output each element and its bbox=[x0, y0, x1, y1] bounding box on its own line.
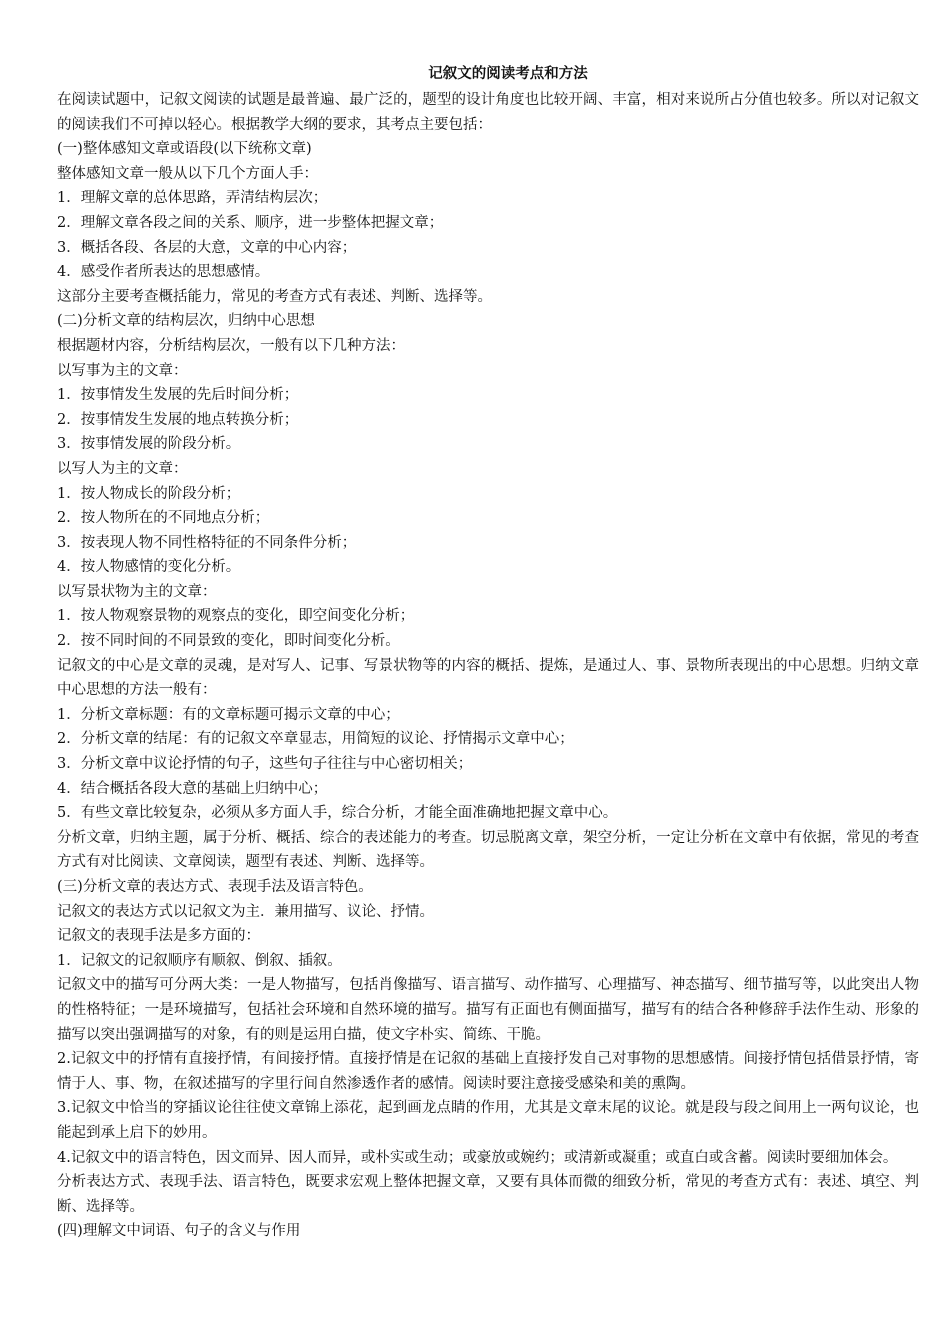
paragraph: 分析文章，归纳主题，属于分析、概括、综合的表述能力的考查。切忌脱离文章，架空分析，一定让分析在文章中有依据，常见的考查方式有对比阅读、文章阅读，题型有表述、判断、选择等。 bbox=[57, 829, 919, 871]
list-item: 3．概括各段、各层的大意，文章的中心内容； bbox=[57, 239, 357, 256]
list-item: 2．按事情发生发展的地点转换分析； bbox=[57, 411, 299, 428]
list-item: 2.记叙文中的抒情有直接抒情，有间接抒情。直接抒情是在记叙的基础上直接抒发自己对事物的思想感情。间接抒情包括借景抒情，寄情于人、事、物，在叙述描写的字里行间自然渗透作者的感情。阅读时要注意接受感染和美的熏陶。 bbox=[57, 1051, 919, 1092]
section-heading: (三)分析文章的表达方式、表现手法及语言特色。 bbox=[57, 879, 373, 895]
list-item: 1．理解文章的总体思路，弄清结构层次； bbox=[57, 190, 328, 207]
document-body bbox=[57, 88, 919, 1244]
paragraph: 这部分主要考查概括能力，常见的考查方式有表述、判断、选择等。 bbox=[57, 288, 492, 305]
paragraph: 记叙文中的描写可分两大类：一是人物描写，包括肖像描写、语言描写、动作描写、心理描写、神态描写、细节描写等，以此突出人物的性格特征；一是环境描写，包括社会环境和自然环境的描写。描写有正面也有侧面描写，描写有的结合各种修辞手法作生动、形象的描写以突出强调描写的对象，有的则是运用白描，使文字朴实、简练、干脆。 bbox=[57, 977, 919, 1043]
list-item: 1．按事情发生发展的先后时间分析； bbox=[57, 387, 299, 404]
document-page bbox=[57, 60, 919, 1244]
list-item: 1．按人物成长的阶段分析； bbox=[57, 485, 241, 502]
list-item: 3．按表现人物不同性格特征的不同条件分析； bbox=[57, 534, 357, 551]
paragraph: 整体感知文章一般从以下几个方面人手： bbox=[57, 165, 318, 182]
subheading: 以写景状物为主的文章： bbox=[57, 583, 217, 600]
paragraph: 记叙文的中心是文章的灵魂，是对写人、记事、写景状物等的内容的概括、提炼，是通过人、事、景物所表现出的中心思想。归纳文章中心思想的方法一般有： bbox=[57, 657, 919, 699]
section-heading: (四)理解文中词语、句子的含义与作用 bbox=[57, 1223, 301, 1240]
paragraph: 根据题材内容，分析结构层次，一般有以下几种方法： bbox=[57, 337, 405, 354]
paragraph: 分析表达方式、表现手法、语言特色，既要求宏观上整体把握文章，又要有具体而微的细致分析，常见的考查方式有：表述、填空、判断、选择等。 bbox=[57, 1174, 919, 1215]
list-item: 4．感受作者所表达的思想感情。 bbox=[57, 264, 270, 281]
document-title: 记叙文的阅读考点和方法 bbox=[428, 65, 588, 82]
list-item: 1．按人物观察景物的观察点的变化，即空间变化分析； bbox=[57, 608, 415, 625]
list-item: 2．按人物所在的不同地点分析； bbox=[57, 510, 270, 527]
section-heading: (二)分析文章的结构层次，归纳中心思想 bbox=[57, 313, 315, 330]
list-item: 3．分析文章中议论抒情的句子，这些句子往往与中心密切相关； bbox=[57, 756, 473, 773]
list-item: 3．按事情发展的阶段分析。 bbox=[57, 436, 241, 453]
list-item: 1．记叙文的记叙顺序有顺叙、倒叙、插叙。 bbox=[57, 952, 342, 969]
paragraph: 记叙文的表现手法是多方面的： bbox=[57, 928, 260, 945]
list-item: 4．按人物感情的变化分析。 bbox=[57, 559, 241, 576]
subheading: 以写人为主的文章： bbox=[57, 460, 188, 477]
list-item: 4.记叙文中的语言特色，因文而异、因人而异，或朴实或生动；或豪放或婉约；或清新或凝重；或直白或含蓄。阅读时要细加体会。 bbox=[57, 1149, 898, 1166]
section-heading: (一)整体感知文章或语段(以下统称文章) bbox=[57, 141, 312, 158]
paragraph: 在阅读试题中，记叙文阅读的试题是最普遍、最广泛的，题型的设计角度也比较开阔、丰富，相对来说所占分值也较多。所以对记叙文的阅读我们不可掉以轻心。根据教学大纲的要求，其考点主要包括： bbox=[57, 92, 919, 133]
paragraph: 记叙文的表达方式以记叙文为主．兼用描写、议论、抒情。 bbox=[57, 903, 434, 920]
list-item: 5．有些文章比较复杂，必须从多方面人手，综合分析，才能全面准确地把握文章中心。 bbox=[57, 805, 618, 822]
list-item: 2．分析文章的结尾：有的记叙文卒章显志，用简短的议论、抒情揭示文章中心； bbox=[57, 731, 574, 748]
list-item: 3.记叙文中恰当的穿插议论往往使文章锦上添花，起到画龙点睛的作用，尤其是文章末尾的议论。就是段与段之间用上一两句议论，也能起到承上启下的妙用。 bbox=[57, 1100, 919, 1141]
subheading: 以写事为主的文章： bbox=[57, 362, 188, 379]
list-item: 1．分析文章标题：有的文章标题可揭示文章的中心； bbox=[57, 706, 400, 723]
list-item: 2．理解文章各段之间的关系、顺序，进一步整体把握文章； bbox=[57, 214, 444, 231]
list-item: 2．按不同时间的不同景致的变化，即时间变化分析。 bbox=[57, 633, 400, 650]
list-item: 4．结合概括各段大意的基础上归纳中心； bbox=[57, 780, 328, 797]
